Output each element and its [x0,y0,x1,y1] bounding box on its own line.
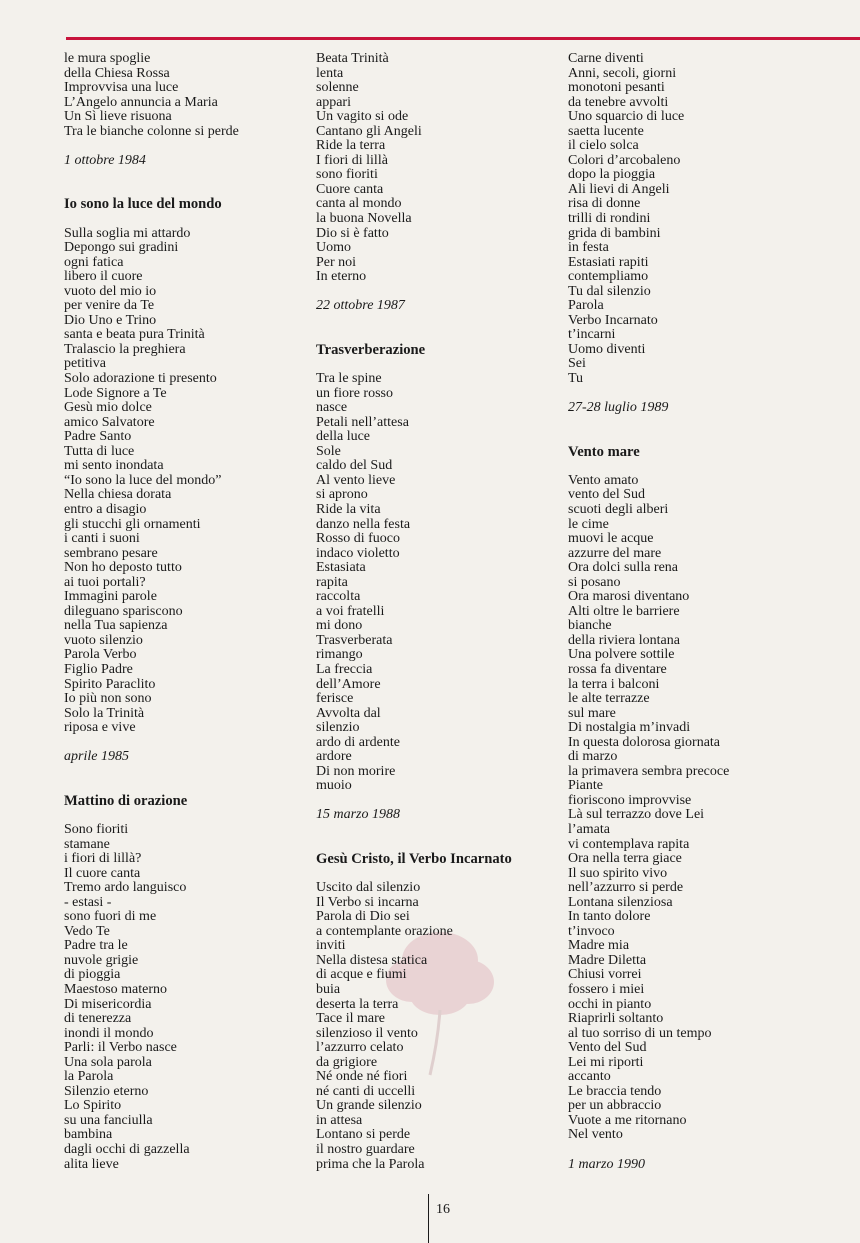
poem-line: Sono fioriti [64,821,129,837]
poem-line: Petali nell’attesa [316,414,409,430]
poem-line: Dio Uno e Trino [64,312,157,328]
poem-line: petitiva [64,356,106,372]
poem-line: t’invoco [568,923,615,939]
poem-line: dopo la pioggia [568,167,656,183]
spacer [316,328,546,343]
spacer [316,357,546,372]
poem-line: Io più non sono [64,691,152,707]
poem-line: Una sola parola [64,1054,152,1070]
poem-line: Sei [568,356,586,372]
poem-line: Colori d’arcobaleno [568,152,681,168]
poem-line: dell’Amore [316,676,381,692]
poem-line: Vento del Sud [568,1040,647,1056]
poem-line: L’Angelo annuncia a Maria [64,94,218,110]
spacer [316,867,546,882]
poem-line: per un abbraccio [568,1098,662,1114]
poem-line: Un vagito si ode [316,109,409,125]
footer-divider [428,1194,429,1243]
poem-line: Tremo ardo languisco [64,880,187,896]
poem-line: Tra le bianche colonne si perde [64,123,239,139]
column-1 [64,52,294,1172]
poem-line: muovi le acque [568,531,654,547]
poem-line: grida di bambini [568,225,661,241]
poem-line: Tra le spine [316,371,382,387]
poem-line: della Chiesa Rossa [64,65,170,81]
poem-line: Il suo spirito vivo [568,865,668,881]
poem-line: Parli: il Verbo nasce [64,1040,177,1056]
poem-line: Al vento lieve [316,472,396,488]
poem-line: Solo adorazione ti presento [64,371,217,387]
poem-line: Madre Diletta [568,952,647,968]
poem-line: l’amata [568,821,610,837]
poem-line: trilli di rondini [568,211,651,227]
poem-line: un fiore rosso [316,385,393,401]
poem-line: Il Verbo si incarna [316,894,419,910]
poem-line: stamane [64,836,110,852]
poem-line: al tuo sorriso di un tempo [568,1025,712,1041]
poem-line: Alti oltre le barriere [568,603,680,619]
poem-title: Mattino di orazione [64,792,188,809]
column-3 [568,52,798,1187]
poem-line: bambina [64,1127,113,1143]
poem-line: Depongo sui gradini [64,240,179,256]
spacer [64,212,294,227]
poem-line: riposa e vive [64,720,136,736]
poem-line: Ride la terra [316,138,386,154]
spacer [568,387,798,402]
poem-line: Rosso di fuoco [316,531,400,547]
poem-line: in festa [568,240,609,256]
poem-line: Di misericordia [64,996,152,1012]
spacer [568,416,798,431]
poem-line: Figlio Padre [64,661,133,677]
poem-line: i fiori di lillà? [64,851,142,867]
spacer [568,1143,798,1158]
poem-line: fossero i miei [568,982,645,997]
poem-line: sembrano pesare [64,545,158,561]
poem-line: la Parola [64,1069,114,1085]
spacer [64,183,294,198]
poem-line: su una fanciulla [64,1112,153,1128]
poem-date: 1 ottobre 1984 [64,152,146,168]
poem-line: deserta la terra [316,996,399,1012]
poem-line: sono fioriti [316,167,378,183]
poem-line: indaco violetto [316,545,400,561]
poem-line: Immagini parole [64,589,157,605]
poem-line: scuoti degli alberi [568,501,669,517]
spacer [316,838,546,853]
poem-line: appari [316,94,351,110]
poem-line: - estasi - [64,894,112,910]
poem-line: risa di donne [568,196,641,212]
spacer [316,285,546,300]
spacer [316,823,546,838]
poem-line: prima che la Parola [316,1156,425,1172]
poem-line: Vuote a me ritornano [568,1112,687,1128]
poem-line: santa e beata pura Trinità [64,327,205,343]
poem-line: Cuore canta [316,181,384,197]
poem-line: inviti [316,938,346,954]
poem-line: Padre Santo [64,429,132,445]
poem-line: Tralascio la preghiera [64,341,186,357]
poem-line: Vedo Te [64,923,110,939]
poem-line: inondi il mondo [64,1025,154,1041]
spacer [64,168,294,183]
poem-line: vi contemplava rapita [568,836,690,852]
poem-line: Le braccia tendo [568,1083,662,1099]
poem-line: Uomo diventi [568,341,646,357]
poem-line: monotoni pesanti [568,80,665,96]
poem-line: raccolta [316,589,361,605]
poem-line: Parola Verbo [64,647,137,663]
top-red-rule [66,37,860,40]
poem-line: La freccia [316,661,373,677]
poem-line: rossa fa diventare [568,661,667,677]
poem-line: le cime [568,516,609,532]
spacer [64,779,294,794]
poem-line: occhi in pianto [568,996,652,1012]
poem-line: né canti di uccelli [316,1083,416,1099]
spacer [316,794,546,809]
poem-line: Dio si è fatto [316,225,389,241]
spacer [64,139,294,154]
poem-line: nell’azzurro si perde [568,880,684,896]
poem-line: Tace il mare [316,1011,385,1027]
poem-line: “Io sono la luce del mondo” [64,472,222,488]
poem-line: Beata Trinità [316,51,389,66]
poem-line: la terra i balconi [568,676,660,692]
poem-line: della riviera lontana [568,632,680,648]
poem-line: Lei mi riporti [568,1054,644,1070]
poem-line: Nella distesa statica [316,952,428,968]
poem-line: di marzo [568,749,618,765]
poem-line: Tu [568,371,584,387]
poem-line: Ora marosi diventano [568,589,690,605]
poem-line: saetta lucente [568,123,644,139]
poem-line: Un grande silenzio [316,1098,422,1114]
poem-line: I fiori di lillà [316,152,388,168]
poem-line: la buona Novella [316,211,412,227]
poem-line: alita lieve [64,1156,119,1172]
poem-line: lenta [316,65,344,81]
poem-line: dileguano spariscono [64,603,183,619]
poem-line: Verbo Incarnato [568,312,658,328]
poem-line: Maestoso materno [64,982,168,997]
poem-line: buia [316,982,341,997]
poem-line: fioriscono improvvise [568,792,692,808]
poem-line: Lontano si perde [316,1127,411,1143]
poem-line: azzurre del mare [568,545,662,561]
poem-line: mi dono [316,618,363,634]
poem-line: Parola di Dio sei [316,909,410,925]
poem-line: si posano [568,574,621,590]
poem-line: silenzio [316,720,360,736]
poem-line: di pioggia [64,967,121,983]
poem-line: in attesa [316,1112,363,1128]
poem-line: l’azzurro celato [316,1040,404,1056]
poem-line: Riaprirli soltanto [568,1011,664,1027]
poem-title: Trasverberazione [316,341,426,358]
poem-line: Anni, secoli, giorni [568,65,677,81]
poem-line: entro a disagio [64,501,147,517]
poem-line: Nel vento [568,1127,623,1143]
poem-line: Di nostalgia m’invadi [568,720,691,736]
poem-line: Uomo [316,240,351,256]
poem-line: ai tuoi portali? [64,574,146,590]
poem-line: silenzioso il vento [316,1025,418,1041]
poem-line: Tutta di luce [64,443,135,459]
spacer [568,1172,798,1187]
poem-line: Avvolta dal [316,705,381,721]
poem-line: da grigiore [316,1054,378,1070]
spacer [568,459,798,474]
poem-line: contempliamo [568,269,649,285]
poem-line: Né onde né fiori [316,1069,408,1085]
poem-line: Lo Spirito [64,1098,122,1114]
poem-line: Ora dolci sulla rena [568,560,679,576]
poem-line: Ali lievi di Angeli [568,181,670,197]
poem-date: aprile 1985 [64,749,129,765]
page-number: 16 [436,1202,450,1217]
poem-line: vuoto silenzio [64,632,143,648]
poem-line: la primavera sembra precoce [568,763,730,779]
poem-line: Chiusi vorrei [568,967,642,983]
poem-line: nuvole grigie [64,952,139,968]
poem-line: Improvvisa una luce [64,80,179,96]
poem-line: Un Sì lieve risuona [64,109,172,125]
poem-line: Il cuore canta [64,865,141,881]
poem-line: le mura spoglie [64,51,151,66]
poem-line: Sulla soglia mi attardo [64,225,191,241]
poem-date: 27-28 luglio 1989 [568,400,669,416]
poem-line: In questa dolorosa giornata [568,734,721,750]
poem-line: muoio [316,778,352,794]
poem-line: Ride la vita [316,501,381,517]
poem-line: Una polvere sottile [568,647,675,663]
poem-line: per venire da Te [64,298,155,314]
poem-line: vento del Sud [568,487,645,503]
poem-line: le alte terrazze [568,691,650,707]
poem-line: Lode Signore a Te [64,385,167,401]
poem-line: In eterno [316,269,367,285]
poem-line: Carne diventi [568,51,644,66]
poem-line: Gesù mio dolce [64,400,152,416]
poem-date: 15 marzo 1988 [316,807,401,823]
poem-line: Parola [568,298,604,314]
poem-line: caldo del Sud [316,458,393,474]
poem-line: ardore [316,749,352,765]
poem-line: a contemplante orazione [316,923,453,939]
poem-line: In tanto dolore [568,909,651,925]
poem-line: bianche [568,618,612,634]
spacer [64,765,294,780]
poem-line: a voi fratelli [316,603,385,619]
poem-line: ogni fatica [64,254,124,270]
poem-line: t’incarni [568,327,616,343]
poem-line: Estasiati rapiti [568,254,649,270]
poem-line: di tenerezza [64,1011,132,1027]
poem-line: libero il cuore [64,269,143,285]
poem-line: Lontana silenziosa [568,894,673,910]
poem-line: Ora nella terra giace [568,851,682,867]
poem-line: Estasiata [316,560,366,576]
poem-line: della luce [316,429,371,445]
poem-line: di acque e fiumi [316,967,407,983]
poem-line: ardo di ardente [316,734,400,750]
poem-line: ferisce [316,691,354,707]
poem-line: il nostro guardare [316,1142,415,1158]
poem-title: Io sono la luce del mondo [64,196,222,213]
poem-line: Uscito dal silenzio [316,880,421,896]
spacer [568,430,798,445]
poem-line: i canti i suoni [64,531,140,547]
poem-line: Per noi [316,254,357,270]
poem-line: amico Salvatore [64,414,155,430]
poem-line: Piante [568,778,603,794]
poem-line: Uno squarcio di luce [568,109,685,125]
poem-line: Tu dal silenzio [568,283,651,299]
poem-line: Madre mia [568,938,630,954]
poem-line: Cantano gli Angeli [316,123,422,139]
poem-date: 22 ottobre 1987 [316,298,405,314]
poem-line: si aprono [316,487,368,503]
poem-line: Silenzio eterno [64,1083,149,1099]
poem-line: sono fuori di me [64,909,157,925]
poem-line: nella Tua sapienza [64,618,168,634]
poem-line: gli stucchi gli ornamenti [64,516,201,532]
poem-line: Là sul terrazzo dove Lei [568,807,705,823]
poem-title: Gesù Cristo, il Verbo Incarnato [316,851,512,868]
poem-line: mi sento inondata [64,458,164,474]
poem-line: da tenebre avvolti [568,94,669,110]
poem-line: rapita [316,574,348,590]
poem-date: 1 marzo 1990 [568,1156,646,1172]
poem-line: danzo nella festa [316,516,411,532]
poem-line: Non ho deposto tutto [64,560,182,576]
poem-title: Vento mare [568,443,640,460]
poem-line: sul mare [568,705,616,721]
poem-line: rimango [316,647,363,663]
spacer [64,808,294,823]
poem-line: Spirito Paraclito [64,676,156,692]
poem-line: Nella chiesa dorata [64,487,172,503]
poem-line: il cielo solca [568,138,639,154]
poem-line: Vento amato [568,472,639,488]
spacer [64,736,294,751]
poem-line: Solo la Trinità [64,705,145,721]
poem-line: nasce [316,400,348,416]
column-2 [316,52,546,1172]
spacer [316,314,546,329]
poem-line: Trasverberata [316,632,393,648]
poem-line: canta al mondo [316,196,402,212]
poem-line: Padre tra le [64,938,128,954]
poem-line: solenne [316,80,359,96]
poem-line: Di non morire [316,763,396,779]
poem-line: accanto [568,1069,611,1085]
poem-line: vuoto del mio io [64,283,157,299]
poem-line: Sole [316,443,341,459]
poem-line: dagli occhi di gazzella [64,1142,190,1158]
